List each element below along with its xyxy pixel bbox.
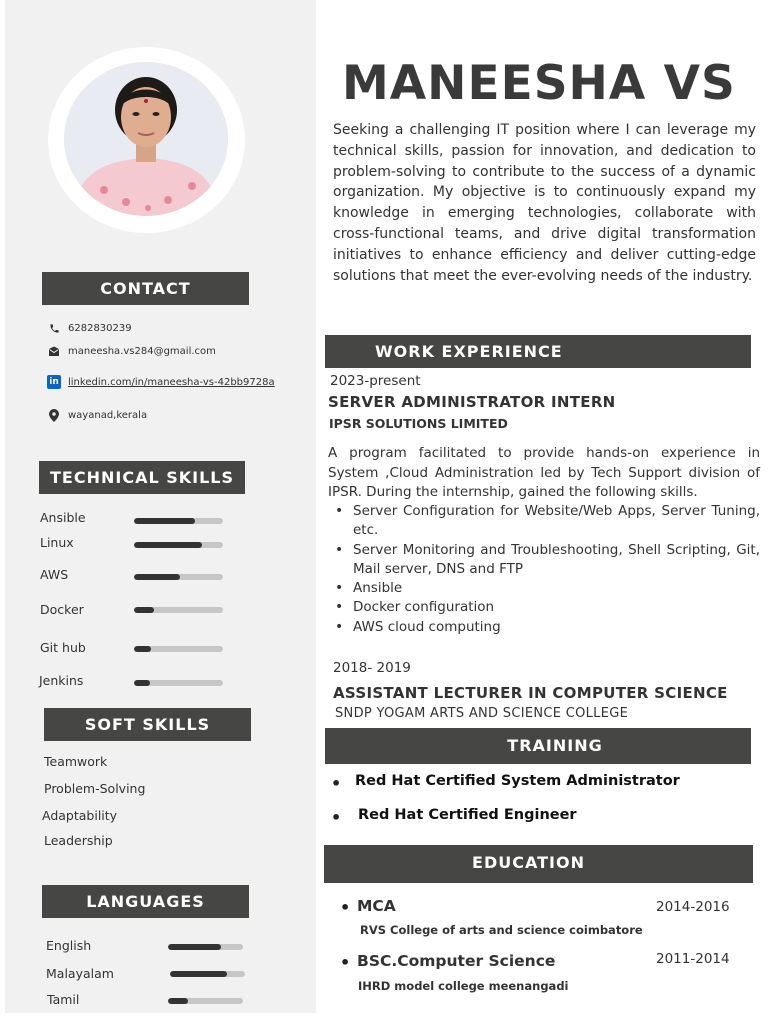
skill-bar-fill bbox=[134, 518, 195, 524]
education-heading bbox=[324, 845, 753, 883]
list-item: • Server Configuration for Website/Web Apps, Server Tuning, etc. bbox=[328, 502, 760, 541]
training-heading-text: TRAINING bbox=[507, 736, 603, 755]
list-item: • Ansible bbox=[328, 579, 760, 598]
bullet-dot: • bbox=[331, 774, 342, 793]
language-bar-fill bbox=[168, 944, 221, 950]
list-item: • Server Monitoring and Troubleshooting, Shell Scripting, Git, Mail server, DNS and FTP bbox=[328, 541, 760, 580]
skill-bar-fill bbox=[134, 646, 151, 652]
education-school: RVS College of arts and science coimbatore bbox=[360, 923, 643, 937]
bullet-dot: • bbox=[340, 898, 351, 917]
education-degree: MCA bbox=[357, 897, 396, 915]
skill-bar bbox=[134, 680, 223, 686]
training-item: Red Hat Certified System Administrator bbox=[355, 773, 680, 789]
list-item: • AWS cloud computing bbox=[328, 618, 760, 637]
work-experience-heading bbox=[325, 335, 751, 368]
skill-bar bbox=[134, 518, 223, 524]
skill-bar bbox=[134, 574, 223, 580]
language-bar bbox=[168, 998, 243, 1004]
job-period: 2018- 2019 bbox=[333, 660, 411, 676]
education-years: 2011-2014 bbox=[656, 951, 730, 967]
language-bar bbox=[170, 971, 245, 977]
language-label: Malayalam bbox=[46, 966, 114, 981]
job-period: 2023-present bbox=[330, 373, 421, 389]
job-description: A program facilitated to provide hands-on experience in System ,Cloud Administration led by Tech Support division of IPSR. During the internship, gained the following skills. bbox=[328, 445, 760, 500]
location-text: wayanad,kerala bbox=[68, 409, 148, 421]
technical-skills-heading: TECHNICAL SKILLS bbox=[39, 461, 245, 494]
career-objective: Seeking a challenging IT position where I can leverage my technical skills, passion for innovation, and dedication to problem-solving to contribute to the success of a dynamic organization. My objective is to continuously expand my knowledge in emerging technologies, collaborate with cross-functional teams, and drive digital transformation initiatives to enhance efficiency and deliver cutting-edge solutions that meet the ever-evolving needs of the industry. bbox=[333, 122, 756, 284]
skill-label: AWS bbox=[40, 567, 69, 582]
bullet-dot: • bbox=[340, 953, 351, 972]
skill-bar bbox=[134, 607, 223, 613]
email-icon bbox=[47, 344, 61, 358]
soft-skill-item: Teamwork bbox=[44, 754, 108, 769]
language-bar bbox=[168, 944, 243, 950]
contact-linkedin bbox=[47, 375, 275, 389]
profile-photo-illustration bbox=[64, 62, 228, 216]
education-heading-text: EDUCATION bbox=[472, 853, 585, 872]
soft-skill-item: Problem-Solving bbox=[44, 781, 146, 796]
linkedin-link[interactable]: linkedin.com/in/maneesha-vs-42bb9728a bbox=[68, 376, 275, 388]
skill-bar bbox=[134, 646, 223, 652]
skill-bar-fill bbox=[134, 574, 180, 580]
job-title: ASSISTANT LECTURER IN COMPUTER SCIENCE bbox=[333, 684, 728, 702]
contact-location bbox=[47, 408, 147, 422]
candidate-name: MANEESHA VS bbox=[342, 56, 736, 111]
skill-label: Ansible bbox=[40, 510, 86, 525]
training-heading bbox=[325, 728, 751, 764]
location-pin-icon bbox=[47, 408, 61, 422]
list-item: • Docker configuration bbox=[328, 598, 760, 617]
education-school: IHRD model college meenangadi bbox=[358, 979, 569, 993]
education-degree: BSC.Computer Science bbox=[357, 952, 556, 970]
language-label: Tamil bbox=[47, 992, 80, 1007]
skill-bar bbox=[134, 542, 223, 548]
phone-icon bbox=[47, 321, 61, 335]
skill-bar-fill bbox=[134, 607, 154, 613]
contact-email bbox=[47, 344, 216, 358]
job-company: IPSR SOLUTIONS LIMITED bbox=[329, 416, 508, 431]
training-item: Red Hat Certified Engineer bbox=[358, 807, 577, 823]
work-experience-heading-text: WORK EXPERIENCE bbox=[375, 342, 563, 361]
skill-bar-fill bbox=[134, 680, 150, 686]
job-title: SERVER ADMINISTRATOR INTERN bbox=[328, 393, 616, 411]
languages-heading: LANGUAGES bbox=[42, 885, 249, 918]
job-skills-list bbox=[328, 502, 760, 637]
skill-label: Docker bbox=[40, 602, 84, 617]
language-bar-fill bbox=[168, 998, 188, 1004]
skill-label: Jenkins bbox=[39, 673, 84, 688]
job-company: SNDP YOGAM ARTS AND SCIENCE COLLEGE bbox=[335, 706, 629, 721]
contact-phone bbox=[47, 321, 132, 335]
language-bar-fill bbox=[170, 971, 227, 977]
soft-skill-item: Leadership bbox=[44, 833, 113, 848]
email-address[interactable]: maneesha.vs284@gmail.com bbox=[68, 345, 216, 357]
phone-number: 6282830239 bbox=[68, 322, 132, 334]
skill-label: Linux bbox=[40, 535, 74, 550]
language-label: English bbox=[46, 938, 92, 953]
education-years: 2014-2016 bbox=[656, 899, 730, 915]
skill-label: Git hub bbox=[40, 640, 86, 655]
skill-bar-fill bbox=[134, 542, 202, 548]
soft-skill-item: Adaptability bbox=[42, 808, 118, 823]
bullet-dot: • bbox=[331, 808, 342, 827]
contact-heading: CONTACT bbox=[42, 272, 249, 305]
soft-skills-heading: SOFT SKILLS bbox=[44, 708, 251, 741]
linkedin-icon: in bbox=[47, 375, 61, 389]
profile-photo bbox=[64, 62, 228, 216]
